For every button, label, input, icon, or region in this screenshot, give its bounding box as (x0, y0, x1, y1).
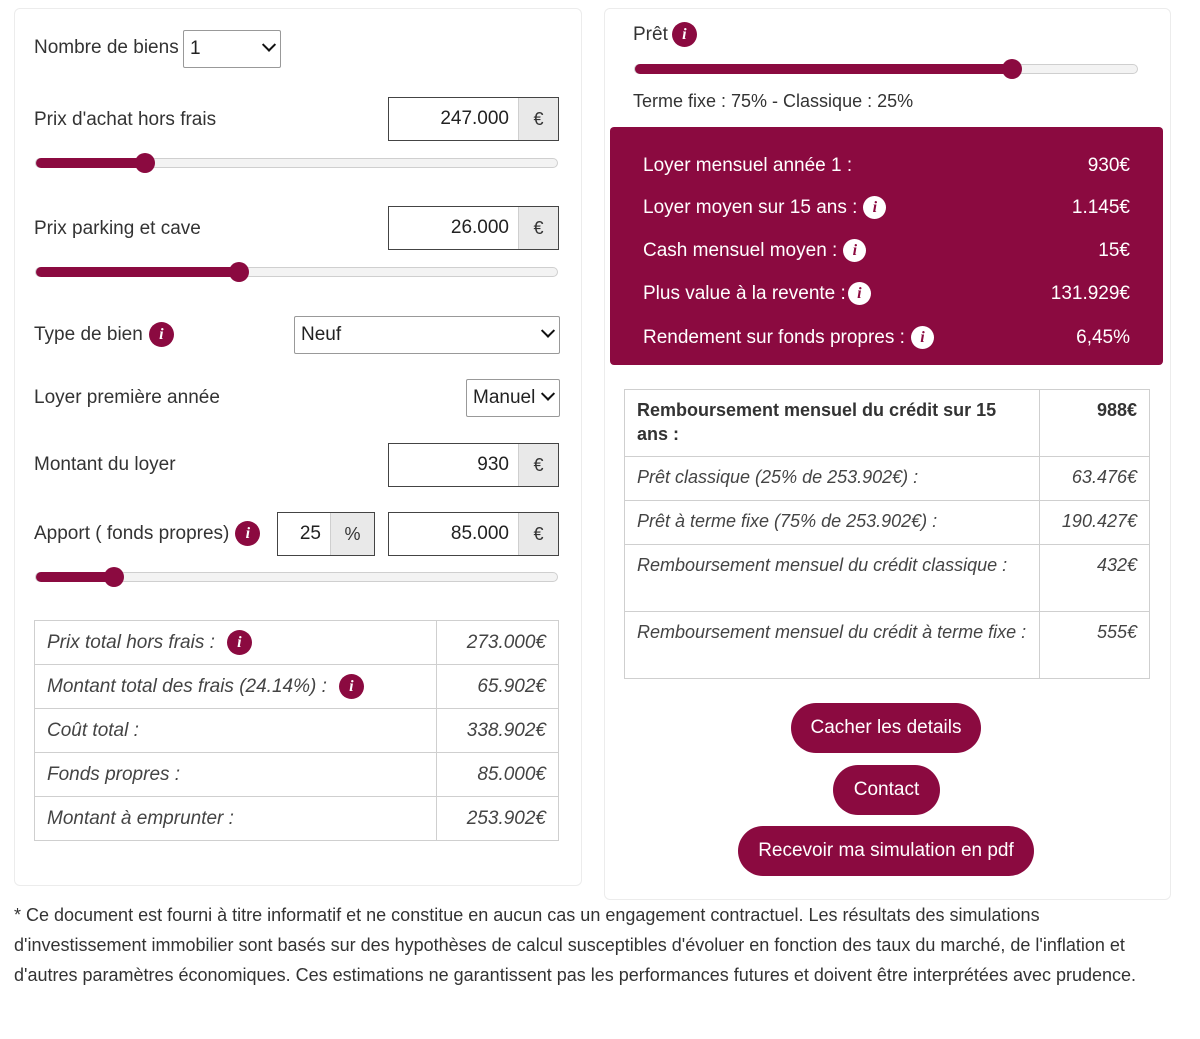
table-row (35, 665, 559, 709)
result-row (643, 282, 1130, 305)
chevron-down-icon (541, 324, 555, 338)
chevron-down-icon (262, 38, 276, 52)
summary-label-cell: Prix total hors frais : i (35, 621, 437, 665)
type-bien-value: Neuf (301, 324, 342, 345)
slider-fill (36, 572, 114, 582)
result-row (643, 196, 1130, 219)
table-row (625, 501, 1150, 545)
table-row (625, 457, 1150, 501)
credit-value: 555€ (1040, 612, 1150, 679)
prix-parking-slider[interactable] (35, 267, 558, 277)
prix-parking-value[interactable]: 26.000 (450, 217, 509, 238)
summary-table (34, 620, 559, 841)
hide-details-button[interactable]: Cacher les details (791, 703, 981, 753)
result-label: Rendement sur fonds propres : i (643, 326, 934, 349)
type-bien-select[interactable] (294, 316, 560, 354)
loyer-premiere-value: Manuel (473, 387, 536, 408)
prix-achat-label: Prix d'achat hors frais (34, 109, 217, 130)
percent-unit: % (330, 513, 374, 555)
apport-label: Apport ( fonds propres) i (34, 521, 260, 546)
results-box (610, 127, 1163, 365)
chevron-down-icon (541, 387, 555, 401)
table-row (625, 390, 1150, 457)
prix-achat-slider[interactable] (35, 158, 558, 168)
euro-unit: € (518, 444, 558, 486)
info-icon[interactable]: i (672, 22, 697, 47)
info-icon[interactable]: i (911, 326, 934, 349)
pret-caption: Terme fixe : 75% - Classique : 25% (633, 91, 914, 111)
table-row (35, 709, 559, 753)
info-icon[interactable]: i (863, 196, 886, 219)
result-value: 930€ (1087, 155, 1130, 176)
credit-value: 63.476€ (1040, 457, 1150, 501)
credit-table (624, 389, 1150, 679)
table-row (625, 612, 1150, 679)
credit-label: Prêt classique (25% de 253.902€) : (625, 457, 1040, 501)
credit-label: Remboursement mensuel du crédit à terme fixe : (625, 612, 1040, 679)
pret-slider[interactable] (634, 64, 1138, 74)
contact-button[interactable]: Contact (833, 765, 940, 815)
pret-label: Prêt i (633, 22, 697, 47)
prix-achat-value[interactable]: 247.000 (440, 108, 509, 129)
slider-thumb[interactable] (104, 567, 124, 587)
disclaimer-text: * Ce document est fourni à titre informatif et ne constitue en aucun cas un engagement contractuel. Les résultats des simulations d'investissement immobilier sont basés sur des hypothèses de calcul susceptibles d'évoluer en fonction des taux du marché, de l'inflation et d'autres paramètres économiques. Ces estimations ne garantissent pas les performances futures et doivent être interprétées avec prudence. (14, 905, 1137, 985)
result-value: 15€ (1098, 239, 1130, 261)
prix-parking-input[interactable] (388, 206, 559, 250)
info-icon[interactable]: i (843, 239, 866, 262)
prix-achat-input[interactable] (388, 97, 559, 141)
credit-label: Remboursement mensuel du crédit classique : (625, 545, 1040, 612)
montant-loyer-input[interactable] (388, 443, 559, 487)
summary-value: 85.000€ (436, 753, 558, 797)
euro-unit: € (518, 513, 558, 555)
credit-header-label: Remboursement mensuel du crédit sur 15 ans : (625, 390, 1040, 457)
summary-label-cell: Coût total : (35, 709, 437, 753)
loyer-premiere-label: Loyer première année (34, 387, 220, 408)
credit-value: 432€ (1040, 545, 1150, 612)
euro-unit: € (518, 98, 558, 140)
credit-value: 190.427€ (1040, 501, 1150, 545)
type-bien-label: Type de bien i (34, 322, 174, 347)
result-label: Loyer mensuel année 1 : (643, 155, 853, 176)
summary-value: 273.000€ (436, 621, 558, 665)
table-row (625, 545, 1150, 612)
result-label: Loyer moyen sur 15 ans : i (643, 196, 886, 219)
table-row (35, 797, 559, 841)
apport-amount-input[interactable] (388, 512, 559, 556)
result-value: 131.929€ (1050, 282, 1130, 304)
credit-label: Prêt à terme fixe (75% de 253.902€) : (625, 501, 1040, 545)
result-label: Plus value à la revente : i (643, 282, 871, 305)
slider-fill (36, 158, 145, 168)
table-row (35, 621, 559, 665)
credit-header-value: 988€ (1040, 390, 1150, 457)
result-label: Cash mensuel moyen : i (643, 239, 866, 262)
info-icon[interactable]: i (235, 521, 260, 546)
prix-parking-label: Prix parking et cave (34, 218, 201, 239)
nombre-biens-label: Nombre de biens (34, 37, 179, 58)
loyer-premiere-select[interactable] (466, 379, 560, 417)
table-row (35, 753, 559, 797)
nombre-biens-value: 1 (190, 38, 201, 59)
info-icon[interactable]: i (339, 674, 364, 699)
summary-label-cell: Montant total des frais (24.14%) : i (35, 665, 437, 709)
nombre-biens-select[interactable] (183, 30, 281, 68)
result-value: 1.145€ (1071, 196, 1130, 218)
summary-value: 65.902€ (436, 665, 558, 709)
slider-fill (635, 64, 1012, 74)
result-row (643, 239, 1130, 262)
slider-thumb[interactable] (1002, 59, 1022, 79)
montant-loyer-label: Montant du loyer (34, 454, 176, 475)
apport-slider[interactable] (35, 572, 558, 582)
result-row (643, 155, 1130, 177)
info-icon[interactable]: i (227, 630, 252, 655)
apport-percent-input[interactable] (277, 512, 375, 556)
euro-unit: € (518, 207, 558, 249)
summary-value: 338.902€ (436, 709, 558, 753)
summary-value: 253.902€ (436, 797, 558, 841)
apport-percent-value[interactable]: 25 (299, 523, 321, 544)
result-row (643, 326, 1130, 349)
info-icon[interactable]: i (149, 322, 174, 347)
pdf-simulation-button[interactable]: Recevoir ma simulation en pdf (738, 826, 1034, 876)
slider-fill (36, 267, 239, 277)
result-value: 6,45% (1076, 326, 1130, 348)
info-icon[interactable]: i (848, 282, 871, 305)
summary-label-cell: Montant à emprunter : (35, 797, 437, 841)
apport-amount-value[interactable]: 85.000 (450, 523, 509, 544)
montant-loyer-value[interactable]: 930 (477, 454, 509, 475)
summary-label-cell: Fonds propres : (35, 753, 437, 797)
